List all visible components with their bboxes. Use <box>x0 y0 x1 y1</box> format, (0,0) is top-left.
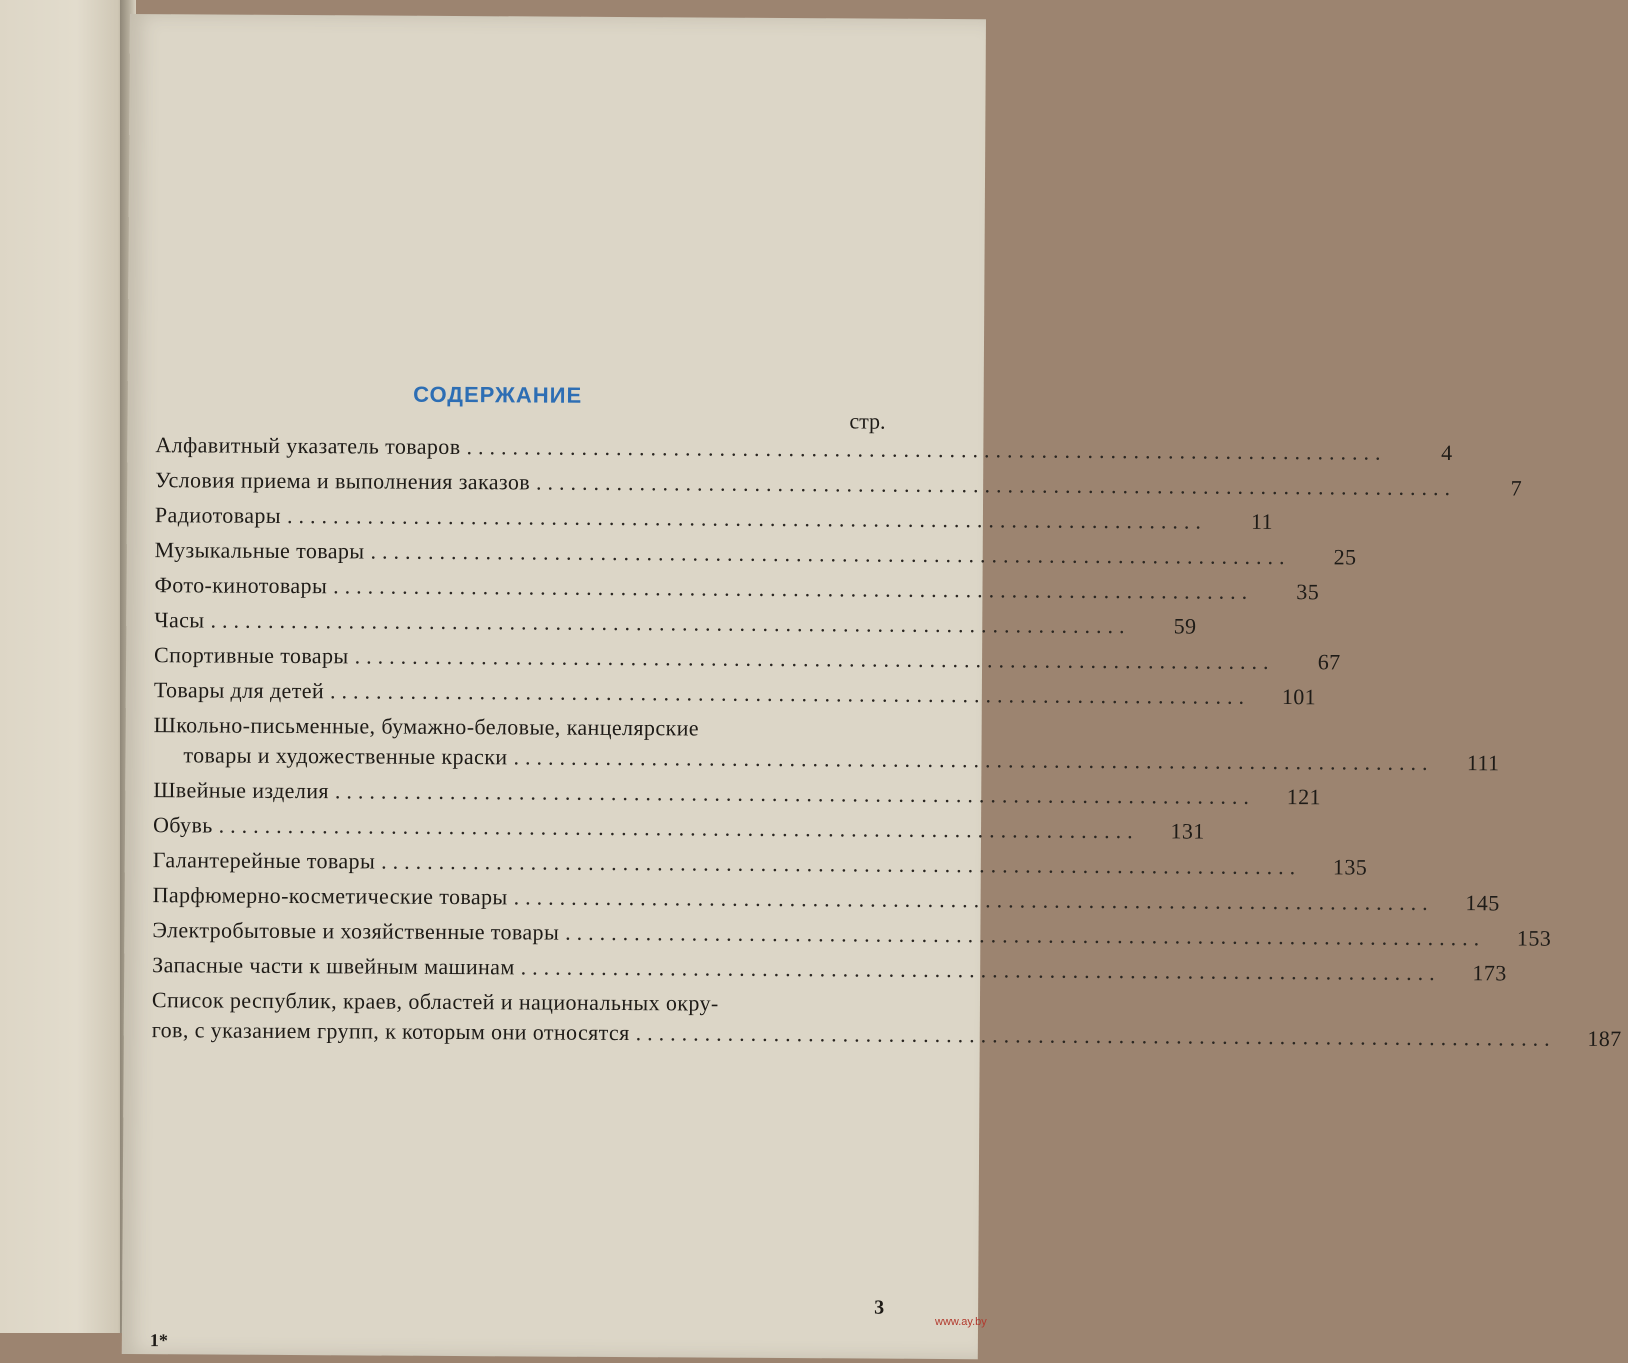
watermark: www.ay.by <box>935 1316 987 1328</box>
leader-dots: ................................................................................ <box>210 607 1131 639</box>
toc-entry-page: 111 <box>1466 750 1500 776</box>
toc-entry <box>153 742 1500 782</box>
toc-entry-title: Школьно-письменные, бумажно-беловые, канцелярские <box>153 712 700 741</box>
toc-entry-page: 7 <box>1510 475 1523 501</box>
toc-entry-title: Музыкальные товары <box>154 537 365 564</box>
toc-entry-title: Алфавитный указатель товаров <box>155 432 461 460</box>
toc-entry-first-line <box>154 712 894 747</box>
leader-dots: ................................................................................ <box>333 573 1254 604</box>
toc-entry-title: Радиотовары <box>154 502 282 528</box>
toc-entry-title: Условия приема и выполнения заказов <box>155 467 531 495</box>
leader-dots: ................................................................................ <box>370 538 1291 570</box>
toc-entry-page: 173 <box>1472 960 1507 986</box>
toc-entry <box>152 917 1552 957</box>
toc-entry-page: 101 <box>1281 684 1317 710</box>
right-page <box>122 14 1622 1359</box>
toc-entry-first-line <box>152 987 892 1022</box>
toc-entry-title: Часы <box>154 607 205 633</box>
leader-dots: ................................................................................ <box>466 434 1387 465</box>
toc-entry <box>153 777 1322 817</box>
signature-mark: 1* <box>149 1330 168 1351</box>
table-of-contents <box>151 432 1622 1057</box>
leader-dots: ................................................................................ <box>286 502 1208 534</box>
toc-entry <box>153 677 1317 717</box>
toc-entry-title: Электробытовые и хозяйственные товары <box>152 917 560 945</box>
toc-entry-title-continued: гов, с указанием групп, к которым они относятся <box>151 1017 630 1046</box>
toc-entry <box>154 537 1357 577</box>
toc-entry-title: Галантерейные товары <box>152 847 376 874</box>
leader-dots: ................................................................................ <box>565 919 1486 951</box>
toc-entry-page: 135 <box>1332 854 1368 880</box>
toc-entry-page: 4 <box>1441 440 1453 466</box>
toc-entry-page: 131 <box>1170 818 1205 844</box>
toc-entry <box>154 607 1197 647</box>
leader-dots: ................................................................................ <box>520 954 1441 986</box>
toc-entry-title: Спортивные товары <box>154 642 349 669</box>
toc-entry <box>155 467 1523 507</box>
left-page <box>0 0 128 1333</box>
toc-entry-page: 67 <box>1317 649 1341 675</box>
toc-entry-title: Запасные части к швейным машинам <box>152 952 515 980</box>
toc-entry-title: Швейные изделия <box>153 777 330 804</box>
toc-entry-page: 145 <box>1465 890 1500 916</box>
toc-entry <box>152 882 1500 922</box>
leader-dots: ................................................................................ <box>381 848 1302 880</box>
page-title: СОДЕРЖАНИЕ <box>413 381 583 408</box>
page-number: 3 <box>874 1296 885 1319</box>
toc-entry-page: 59 <box>1173 613 1197 639</box>
leader-dots: ................................................................................ <box>635 1020 1556 1051</box>
toc-entry <box>154 572 1320 612</box>
toc-entry <box>154 502 1274 542</box>
leader-dots: ................................................................................ <box>513 884 1434 915</box>
toc-entry-title: Обувь <box>152 812 213 838</box>
toc-entry-page: 121 <box>1286 784 1322 810</box>
toc-entry-page: 11 <box>1250 508 1274 534</box>
toc-entry <box>151 1017 1622 1057</box>
toc-entry-title-continued: товары и художественные краски <box>183 742 508 770</box>
leader-dots: ................................................................................ <box>218 812 1139 844</box>
toc-entry <box>152 847 1368 887</box>
toc-entry-page: 25 <box>1333 544 1357 570</box>
toc-entry-title: Товары для детей <box>153 677 325 704</box>
toc-entry-page: 153 <box>1516 925 1552 951</box>
toc-entry-title: Парфюмерно-косметические товары <box>152 882 508 910</box>
toc-entry <box>154 642 1341 682</box>
leader-dots: ................................................................................ <box>330 678 1251 709</box>
toc-entry <box>152 952 1507 992</box>
leader-dots: ................................................................................ <box>536 469 1457 501</box>
toc-entry-page: 35 <box>1296 579 1320 605</box>
toc-entry <box>155 432 1453 472</box>
toc-entry-page: 187 <box>1587 1025 1622 1052</box>
toc-entry-title: Список республик, краев, областей и национальных окру- <box>151 987 719 1016</box>
page-column-header: стр. <box>849 408 886 434</box>
leader-dots: ................................................................................ <box>334 778 1256 809</box>
leader-dots: ................................................................................ <box>513 744 1434 775</box>
toc-entry-title: Фото-кинотовары <box>154 572 328 599</box>
toc-entry <box>152 812 1205 852</box>
leader-dots: ................................................................................ <box>354 643 1275 675</box>
